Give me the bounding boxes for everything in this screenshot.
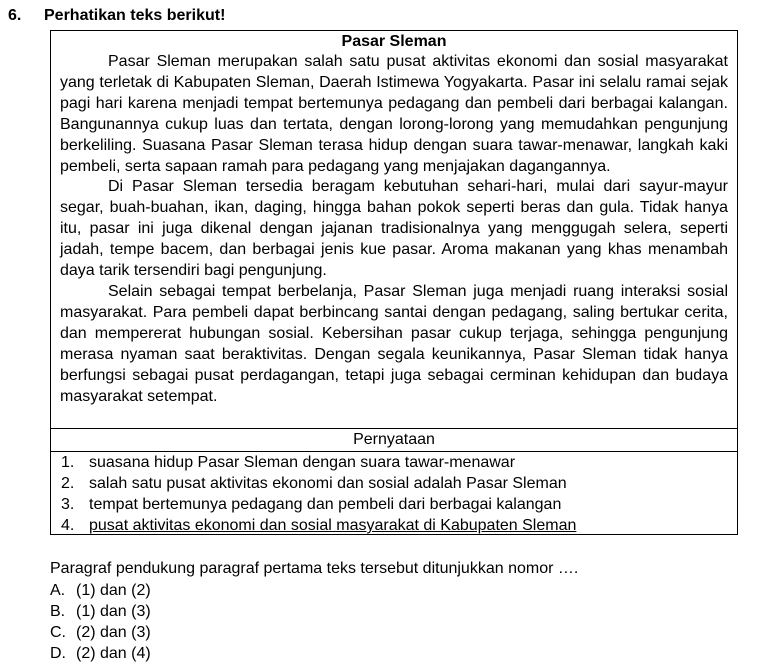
- statement-item: [51, 473, 737, 494]
- answer-options: [50, 580, 151, 662]
- option-b[interactable]: [50, 601, 151, 622]
- option-text: (1) dan (3): [76, 603, 151, 620]
- option-letter: C.: [50, 624, 66, 641]
- statements-list: [51, 452, 737, 536]
- option-letter: B.: [50, 603, 66, 620]
- question-number: 6.: [8, 7, 22, 24]
- question-instruction: Perhatikan teks berikut!: [44, 7, 226, 24]
- option-text: (2) dan (4): [76, 645, 151, 662]
- option-c[interactable]: [50, 622, 151, 643]
- statement-number: 2.: [61, 475, 75, 492]
- question-prompt: Paragraf pendukung paragraf pertama teks tersebut ditunjukkan nomor ….: [50, 560, 579, 577]
- passage-paragraph-3: Selain sebagai tempat berbelanja, Pasar Sleman juga menjadi ruang interaksi sosial masyarakat. Para pembeli dapat berbincang santai dengan pedagang, saling bertukar cerita, dan mempererat hubungan sosial. Kebersihan pasar cukup terjaga, sehingga pengunjung merasa nyaman saat beraktivitas. Dengan segala keunikannya, Pasar Sleman tidak hanya berfungsi sebagai pusat perdagangan, tetapi juga sebagai cerminan kehidupan dan budaya masyarakat setempat.: [60, 282, 728, 405]
- statements-header: Pernyataan: [353, 431, 435, 448]
- statement-text: tempat bertemunya pedagang dan pembeli dari berbagai kalangan: [89, 496, 562, 513]
- option-letter: D.: [50, 645, 66, 662]
- passage-paragraph-2: Di Pasar Sleman tersedia beragam kebutuhan sehari-hari, mulai dari sayur-mayur segar, buah-buahan, ikan, daging, hingga bahan pokok seperti beras dan gula. Tidak hanya itu, pasar ini juga dikenal dengan jajanan tradisionalnya yang menggugah selera, seperti jadah, tempe bacem, dan berbagai jenis kue pasar. Aroma makanan yang khas menambah daya tarik tersendiri bagi pengunjung.: [60, 178, 728, 280]
- statement-item: [51, 515, 737, 536]
- option-letter: A.: [50, 582, 66, 599]
- statement-text: salah satu pusat aktivitas ekonomi dan sosial adalah Pasar Sleman: [89, 475, 567, 492]
- option-text: (1) dan (2): [76, 582, 151, 599]
- passage-table: [50, 30, 738, 535]
- statement-number: 1.: [61, 454, 75, 471]
- statement-item: [51, 452, 737, 473]
- option-a[interactable]: [50, 580, 151, 601]
- statement-number: 4.: [61, 517, 75, 534]
- option-d[interactable]: [50, 643, 151, 662]
- statement-text: suasana hidup Pasar Sleman dengan suara tawar-menawar: [89, 454, 516, 471]
- passage-paragraph-1: Pasar Sleman merupakan salah satu pusat aktivitas ekonomi dan sosial masyarakat yang terletak di Kabupaten Sleman, Daerah Istimewa Yogyakarta. Pasar ini selalu ramai sejak pagi hari karena menjadi tempat bertemunya pedagang dan pembeli dari berbagai kalangan. Bangunannya cukup luas dan tertata, dengan lorong-lorong yang memudahkan pengunjung berkeliling. Suasana Pasar Sleman terasa hidup dengan suara tawar-menawar, langkah kaki pembeli, serta sapaan ramah para pedagang yang menjajakan dagangannya.: [60, 53, 728, 175]
- question-header: [8, 6, 225, 26]
- passage-title: Pasar Sleman: [341, 33, 447, 50]
- statement-item: [51, 494, 737, 515]
- statement-number: 3.: [61, 496, 75, 513]
- statement-text: pusat aktivitas ekonomi dan sosial masyarakat di Kabupaten Sleman: [89, 517, 577, 534]
- option-text: (2) dan (3): [76, 624, 151, 641]
